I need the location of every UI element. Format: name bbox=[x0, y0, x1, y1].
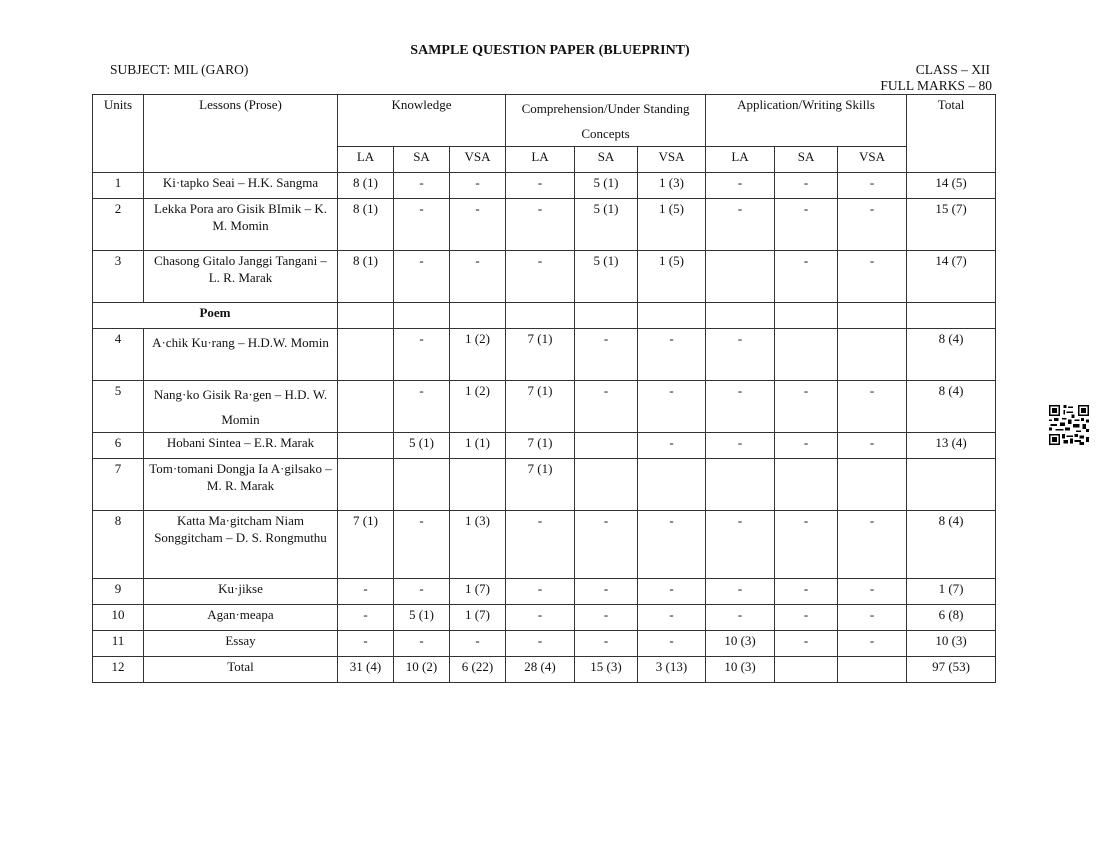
value-cell: 14 (5) bbox=[907, 173, 996, 199]
value-cell: 1 (1) bbox=[450, 433, 506, 459]
value-cell bbox=[575, 459, 638, 511]
unit-cell: 6 bbox=[93, 433, 144, 459]
header-comprehension-vsa: VSA bbox=[638, 147, 706, 173]
empty-cell bbox=[706, 303, 775, 329]
header-lessons: Lessons (Prose) bbox=[144, 95, 338, 173]
value-cell: - bbox=[706, 579, 775, 605]
value-cell: 1 (5) bbox=[638, 199, 706, 251]
value-cell: 5 (1) bbox=[575, 199, 638, 251]
value-cell bbox=[838, 329, 907, 381]
value-cell: 6 (8) bbox=[907, 605, 996, 631]
unit-cell: 3 bbox=[93, 251, 144, 303]
empty-cell bbox=[638, 303, 706, 329]
header-knowledge-vsa: VSA bbox=[450, 147, 506, 173]
value-cell: - bbox=[394, 381, 450, 433]
class-label: CLASS – XII bbox=[915, 62, 990, 77]
value-cell: - bbox=[706, 329, 775, 381]
value-cell: 5 (1) bbox=[394, 433, 450, 459]
header-application: Application/Writing Skills bbox=[706, 95, 907, 147]
value-cell: - bbox=[838, 631, 907, 657]
value-cell: - bbox=[450, 199, 506, 251]
unit-cell: 1 bbox=[93, 173, 144, 199]
value-cell: 10 (3) bbox=[907, 631, 996, 657]
header-row-top bbox=[93, 95, 996, 147]
value-cell: - bbox=[506, 631, 575, 657]
value-cell: - bbox=[575, 511, 638, 579]
value-cell: 6 (22) bbox=[450, 657, 506, 683]
value-cell bbox=[706, 251, 775, 303]
value-cell: - bbox=[638, 631, 706, 657]
empty-cell bbox=[506, 303, 575, 329]
value-cell: 8 (4) bbox=[907, 511, 996, 579]
value-cell: - bbox=[638, 579, 706, 605]
value-cell: - bbox=[506, 173, 575, 199]
qr-code-icon bbox=[1049, 405, 1089, 445]
header-application-sa: SA bbox=[775, 147, 838, 173]
unit-cell: 10 bbox=[93, 605, 144, 631]
value-cell: - bbox=[775, 605, 838, 631]
value-cell: - bbox=[506, 251, 575, 303]
value-cell: - bbox=[338, 605, 394, 631]
value-cell: - bbox=[575, 631, 638, 657]
value-cell: - bbox=[394, 173, 450, 199]
value-cell: 15 (3) bbox=[575, 657, 638, 683]
header-comprehension-la: LA bbox=[506, 147, 575, 173]
table-row bbox=[93, 605, 996, 631]
value-cell: 8 (1) bbox=[338, 173, 394, 199]
value-cell: - bbox=[638, 433, 706, 459]
lesson-cell: Total bbox=[144, 657, 338, 683]
value-cell: 1 (3) bbox=[450, 511, 506, 579]
value-cell: 7 (1) bbox=[338, 511, 394, 579]
lesson-cell: Katta Ma·gitcham Niam Songgitcham – D. S. Rongmuthu bbox=[144, 511, 338, 579]
subject-label: SUBJECT: MIL (GARO) bbox=[110, 62, 249, 77]
table-row bbox=[93, 199, 996, 251]
lesson-cell: Ki·tapko Seai – H.K. Sangma bbox=[144, 173, 338, 199]
value-cell bbox=[394, 459, 450, 511]
section-row-poem bbox=[93, 303, 996, 329]
value-cell: 1 (7) bbox=[907, 579, 996, 605]
value-cell: - bbox=[575, 579, 638, 605]
value-cell: - bbox=[775, 511, 838, 579]
value-cell: - bbox=[706, 381, 775, 433]
value-cell: 1 (7) bbox=[450, 605, 506, 631]
table-row bbox=[93, 657, 996, 683]
unit-cell: 4 bbox=[93, 329, 144, 381]
value-cell bbox=[838, 657, 907, 683]
header-knowledge-sa: SA bbox=[394, 147, 450, 173]
value-cell: - bbox=[506, 579, 575, 605]
value-cell bbox=[338, 433, 394, 459]
header-application-la: LA bbox=[706, 147, 775, 173]
value-cell bbox=[638, 459, 706, 511]
header-knowledge-la: LA bbox=[338, 147, 394, 173]
empty-cell bbox=[838, 303, 907, 329]
value-cell: - bbox=[706, 199, 775, 251]
value-cell: 5 (1) bbox=[394, 605, 450, 631]
value-cell bbox=[575, 433, 638, 459]
lesson-cell: Agan·meapa bbox=[144, 605, 338, 631]
empty-cell bbox=[907, 303, 996, 329]
value-cell: 1 (3) bbox=[638, 173, 706, 199]
lesson-cell: Lekka Pora aro Gisik BImik – K. M. Momin bbox=[144, 199, 338, 251]
table-row bbox=[93, 459, 996, 511]
unit-cell: 5 bbox=[93, 381, 144, 433]
empty-cell bbox=[394, 303, 450, 329]
value-cell: - bbox=[394, 579, 450, 605]
value-cell: 8 (1) bbox=[338, 199, 394, 251]
value-cell: 1 (2) bbox=[450, 329, 506, 381]
value-cell: - bbox=[838, 579, 907, 605]
value-cell: - bbox=[638, 381, 706, 433]
value-cell: 13 (4) bbox=[907, 433, 996, 459]
value-cell: - bbox=[394, 631, 450, 657]
value-cell bbox=[775, 329, 838, 381]
lesson-cell: Essay bbox=[144, 631, 338, 657]
value-cell: 10 (3) bbox=[706, 657, 775, 683]
value-cell: - bbox=[394, 511, 450, 579]
value-cell: - bbox=[706, 433, 775, 459]
value-cell: - bbox=[838, 433, 907, 459]
page-title: SAMPLE QUESTION PAPER (BLUEPRINT) bbox=[410, 43, 690, 58]
lesson-cell: A·chik Ku·rang – H.D.W. Momin bbox=[144, 329, 338, 381]
value-cell: - bbox=[575, 605, 638, 631]
value-cell: - bbox=[394, 199, 450, 251]
value-cell: - bbox=[450, 631, 506, 657]
value-cell: - bbox=[775, 173, 838, 199]
value-cell: - bbox=[575, 329, 638, 381]
value-cell: 1 (5) bbox=[638, 251, 706, 303]
table-row bbox=[93, 631, 996, 657]
value-cell: 3 (13) bbox=[638, 657, 706, 683]
table-row bbox=[93, 173, 996, 199]
value-cell: 28 (4) bbox=[506, 657, 575, 683]
value-cell: - bbox=[706, 511, 775, 579]
value-cell: 7 (1) bbox=[506, 459, 575, 511]
value-cell: - bbox=[838, 511, 907, 579]
value-cell: 8 (4) bbox=[907, 329, 996, 381]
value-cell: - bbox=[638, 511, 706, 579]
header-comprehension-sa: SA bbox=[575, 147, 638, 173]
value-cell bbox=[775, 459, 838, 511]
value-cell: - bbox=[775, 433, 838, 459]
header-units: Units bbox=[93, 95, 144, 173]
value-cell: - bbox=[706, 173, 775, 199]
value-cell: - bbox=[394, 251, 450, 303]
lesson-cell: Ku·jikse bbox=[144, 579, 338, 605]
value-cell: 10 (3) bbox=[706, 631, 775, 657]
header-application-vsa: VSA bbox=[838, 147, 907, 173]
value-cell: - bbox=[706, 605, 775, 631]
table-row bbox=[93, 579, 996, 605]
empty-cell bbox=[575, 303, 638, 329]
value-cell: - bbox=[838, 173, 907, 199]
unit-cell: 7 bbox=[93, 459, 144, 511]
value-cell: - bbox=[450, 251, 506, 303]
full-marks-label: FULL MARKS – 80 bbox=[880, 78, 992, 93]
value-cell bbox=[450, 459, 506, 511]
table-row bbox=[93, 381, 996, 433]
header-total: Total bbox=[907, 95, 996, 173]
value-cell: - bbox=[775, 251, 838, 303]
unit-cell: 2 bbox=[93, 199, 144, 251]
value-cell bbox=[338, 459, 394, 511]
unit-cell: 9 bbox=[93, 579, 144, 605]
value-cell: - bbox=[338, 579, 394, 605]
value-cell: 14 (7) bbox=[907, 251, 996, 303]
value-cell: 31 (4) bbox=[338, 657, 394, 683]
section-label-poem: Poem bbox=[93, 303, 338, 329]
value-cell bbox=[338, 381, 394, 433]
value-cell: 7 (1) bbox=[506, 381, 575, 433]
value-cell bbox=[338, 329, 394, 381]
blueprint-table bbox=[92, 94, 996, 683]
unit-cell: 11 bbox=[93, 631, 144, 657]
value-cell: - bbox=[338, 631, 394, 657]
lesson-cell: Tom·tomani Dongja Ia A·gilsako – M. R. Marak bbox=[144, 459, 338, 511]
value-cell: 5 (1) bbox=[575, 173, 638, 199]
value-cell bbox=[775, 657, 838, 683]
header-comprehension: Comprehension/Under Standing Concepts bbox=[506, 95, 706, 147]
value-cell: - bbox=[506, 511, 575, 579]
empty-cell bbox=[775, 303, 838, 329]
value-cell: - bbox=[506, 199, 575, 251]
value-cell: 10 (2) bbox=[394, 657, 450, 683]
value-cell bbox=[907, 459, 996, 511]
value-cell: 8 (4) bbox=[907, 381, 996, 433]
value-cell: 15 (7) bbox=[907, 199, 996, 251]
header-knowledge: Knowledge bbox=[338, 95, 506, 147]
table-row bbox=[93, 433, 996, 459]
value-cell: - bbox=[775, 381, 838, 433]
value-cell: - bbox=[838, 381, 907, 433]
value-cell: - bbox=[838, 199, 907, 251]
table-row bbox=[93, 329, 996, 381]
value-cell: 1 (2) bbox=[450, 381, 506, 433]
value-cell: 7 (1) bbox=[506, 433, 575, 459]
value-cell: - bbox=[638, 605, 706, 631]
value-cell: - bbox=[775, 631, 838, 657]
lesson-cell: Nang·ko Gisik Ra·gen – H.D. W. Momin bbox=[144, 381, 338, 433]
value-cell: 8 (1) bbox=[338, 251, 394, 303]
value-cell: 5 (1) bbox=[575, 251, 638, 303]
value-cell: 7 (1) bbox=[506, 329, 575, 381]
value-cell: - bbox=[575, 381, 638, 433]
value-cell: - bbox=[450, 173, 506, 199]
unit-cell: 12 bbox=[93, 657, 144, 683]
value-cell: - bbox=[394, 329, 450, 381]
value-cell bbox=[838, 459, 907, 511]
value-cell: - bbox=[775, 579, 838, 605]
value-cell: - bbox=[838, 605, 907, 631]
value-cell: - bbox=[775, 199, 838, 251]
table-row bbox=[93, 511, 996, 579]
value-cell: - bbox=[506, 605, 575, 631]
empty-cell bbox=[450, 303, 506, 329]
value-cell: 97 (53) bbox=[907, 657, 996, 683]
empty-cell bbox=[338, 303, 394, 329]
value-cell: 1 (7) bbox=[450, 579, 506, 605]
value-cell: - bbox=[838, 251, 907, 303]
value-cell: - bbox=[638, 329, 706, 381]
unit-cell: 8 bbox=[93, 511, 144, 579]
value-cell bbox=[706, 459, 775, 511]
lesson-cell: Hobani Sintea – E.R. Marak bbox=[144, 433, 338, 459]
lesson-cell: Chasong Gitalo Janggi Tangani – L. R. Marak bbox=[144, 251, 338, 303]
table-row bbox=[93, 251, 996, 303]
